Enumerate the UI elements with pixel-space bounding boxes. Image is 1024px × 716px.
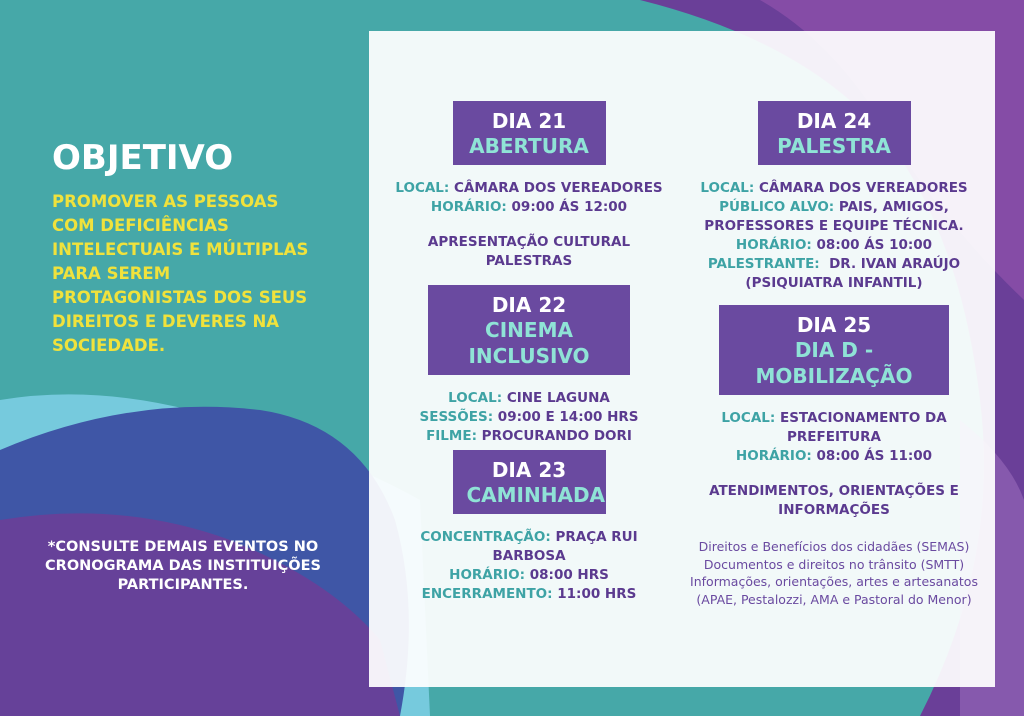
info-value: PAIS, AMIGOS,	[834, 199, 949, 215]
day-24-info	[689, 179, 979, 293]
info-label: CONCENTRAÇÃO:	[420, 529, 551, 545]
day-22-block	[389, 285, 669, 465]
info-label: LOCAL:	[700, 180, 755, 196]
day-21-extra	[389, 233, 669, 271]
info-value: CÂMARA DOS VEREADORES	[449, 180, 663, 196]
day-24-badge	[758, 101, 911, 165]
info-value: 08:00 ÁS 10:00	[811, 237, 933, 253]
info-value: PROCURANDO DORI	[476, 428, 632, 444]
consult-note: *CONSULTE DEMAIS EVENTOS NO CRONOGRAMA DAS INSTITUIÇÕES PARTICIPANTES.	[45, 539, 321, 593]
info-value: 09:00 ÁS 12:00	[506, 199, 628, 215]
day-23-info	[389, 528, 669, 604]
service-line: Direitos e Benefícios dos cidadães (SEMAS)	[698, 539, 970, 554]
service-line: Documentos e direitos no trânsito (SMTT)	[703, 556, 965, 572]
service-line: Informações, orientações, artes e artesanatos	[690, 574, 978, 589]
day-24-block	[689, 101, 979, 293]
day-25-name: DIA D - MOBILIZAÇÃO	[755, 338, 913, 388]
extra-line: INFORMAÇÕES	[778, 502, 890, 518]
day-21-name: ABERTURA	[469, 134, 589, 158]
info-label: PÚBLICO ALVO:	[719, 199, 835, 215]
info-value: 08:00 ÁS 11:00	[811, 448, 933, 464]
day-21-title: DIA 21	[491, 109, 567, 133]
objetivo-title: OBJETIVO	[52, 138, 234, 178]
info-label: PALESTRANTE:	[707, 256, 820, 272]
info-label: HORÁRIO:	[735, 237, 812, 253]
extra-line: APRESENTAÇÃO CULTURAL	[427, 234, 631, 250]
info-label: SESSÕES:	[419, 409, 494, 425]
info-label: FILME:	[426, 428, 477, 444]
day-24-title: DIA 24	[796, 109, 872, 133]
info-value: PREFEITURA	[787, 429, 881, 445]
service-line: (APAE, Pestalozzi, AMA e Pastoral do Menor)	[696, 591, 972, 607]
info-label: HORÁRIO:	[449, 567, 526, 583]
info-value: DR. IVAN ARAÚJO	[819, 256, 961, 272]
day-25-badge	[719, 305, 949, 395]
info-value: (PSIQUIATRA INFANTIL)	[745, 275, 923, 291]
objetivo-text: PROMOVER AS PESSOAS COM DEFICIÊNCIAS INTELECTUAIS E MÚLTIPLAS PARA SEREM PROTAGONISTAS DOS SEUS DIREITOS E DEVERES NA SOCIEDADE.	[52, 192, 309, 355]
extra-line: PALESTRAS	[485, 253, 573, 269]
info-value: PROFESSORES E EQUIPE TÉCNICA.	[704, 218, 964, 234]
day-24-name: PALESTRA	[777, 134, 891, 158]
info-value: CINE LAGUNA	[502, 390, 610, 406]
day-23-block	[389, 450, 669, 604]
info-value: ESTACIONAMENTO DA	[775, 410, 947, 426]
info-label: LOCAL:	[721, 410, 776, 426]
info-value: 11:00 HRS	[552, 586, 637, 602]
day-21-badge	[453, 101, 606, 165]
day-25-block	[684, 305, 984, 608]
info-value: CÂMARA DOS VEREADORES	[754, 180, 968, 196]
info-label: LOCAL:	[395, 180, 450, 196]
day-21-info	[389, 179, 669, 217]
day-25-info	[684, 409, 984, 466]
day-22-name: CINEMA INCLUSIVO	[468, 318, 590, 368]
day-25-title: DIA 25	[796, 313, 872, 337]
info-label: HORÁRIO:	[430, 199, 507, 215]
info-value: 09:00 E 14:00 HRS	[493, 409, 639, 425]
day-23-badge	[453, 450, 606, 514]
day-22-badge	[428, 285, 630, 375]
day-21-block	[389, 101, 669, 271]
info-label: LOCAL:	[448, 390, 503, 406]
day-25-extra	[684, 482, 984, 520]
info-label: ENCERRAMENTO:	[421, 586, 553, 602]
day-25-services	[684, 538, 984, 608]
schedule-card	[369, 31, 995, 687]
info-label: HORÁRIO:	[735, 448, 812, 464]
extra-line: ATENDIMENTOS, ORIENTAÇÕES E	[709, 483, 959, 499]
day-23-title: DIA 23	[491, 458, 567, 482]
day-23-name: CAMINHADA	[466, 483, 606, 507]
info-value: 08:00 HRS	[525, 567, 609, 583]
day-22-title: DIA 22	[491, 293, 567, 317]
info-value: PRAÇA RUI BARBOSA	[492, 529, 638, 564]
